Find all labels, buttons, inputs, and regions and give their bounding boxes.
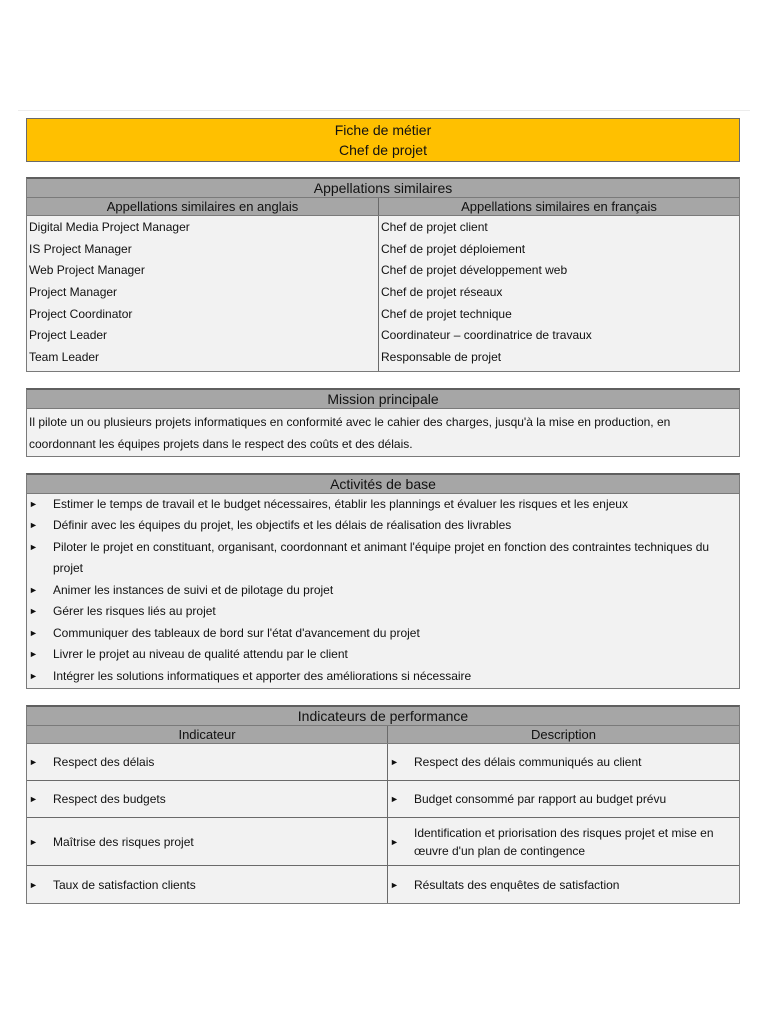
bullet-arrow-icon: ►: [390, 879, 399, 890]
appellations-section: [26, 177, 740, 372]
english-title: Web Project Manager: [29, 263, 145, 278]
bullet-arrow-icon: ►: [29, 627, 38, 638]
table-row: [27, 780, 739, 817]
top-divider: [18, 110, 750, 111]
list-item: ► Estimer le temps de travail et le budget nécessaires, établir les plannings et évaluer les risques et les enjeux: [29, 494, 737, 516]
french-titles-list: [379, 216, 739, 371]
english-titles-list: [27, 216, 379, 371]
bullet-arrow-icon: ►: [390, 794, 399, 805]
appellations-body: [27, 216, 739, 371]
kpi-table: [27, 744, 739, 903]
description-cell: ► Identification et priorisation des risques projet et mise en œuvre d'un plan de contingence: [390, 825, 714, 858]
french-title: Chef de projet développement web: [381, 263, 568, 278]
activities-section: [26, 473, 740, 690]
bullet-arrow-icon: ►: [390, 757, 399, 768]
english-title: IS Project Manager: [29, 241, 132, 256]
description-cell: ► Respect des délais communiqués au client: [390, 755, 642, 770]
kpi-title: Indicateurs de performance: [27, 707, 739, 726]
bullet-arrow-icon: ►: [29, 670, 38, 681]
bullet-arrow-icon: ►: [29, 606, 38, 617]
list-item: ► Définir avec les équipes du projet, les objectifs et les délais de réalisation des livrables: [29, 515, 737, 537]
bullet-arrow-icon: ►: [29, 498, 38, 509]
mission-title: Mission principale: [27, 390, 739, 409]
indicator-cell: ► Respect des budgets: [27, 781, 388, 817]
english-column-header: Appellations similaires en anglais: [27, 198, 379, 215]
french-column-header: Appellations similaires en français: [461, 199, 657, 214]
kpi-subheader: [27, 726, 739, 744]
bullet-arrow-icon: ►: [29, 794, 38, 805]
description-cell: ► Résultats des enquêtes de satisfaction: [390, 877, 620, 892]
bullet-arrow-icon: ►: [29, 649, 38, 660]
french-title: Chef de projet réseaux: [381, 285, 503, 300]
title-line-1: Fiche de métier: [334, 122, 432, 138]
indicator-cell: ► Taux de satisfaction clients: [27, 866, 388, 903]
job-sheet: [26, 118, 740, 904]
bullet-arrow-icon: ►: [29, 584, 38, 595]
english-title: Digital Media Project Manager: [29, 220, 190, 234]
english-title: Project Manager: [29, 285, 118, 300]
mission-text: Il pilote un ou plusieurs projets informatiques en conformité avec le cahier des charges, jusqu'à la mise en production, en coordonnant les équipes projets dans le respect des coûts et des délais.: [27, 409, 739, 456]
bullet-arrow-icon: ►: [29, 879, 38, 890]
french-title: Chef de projet technique: [381, 306, 512, 321]
list-item: ► Gérer les risques liés au projet: [29, 601, 737, 623]
title-line-2: Chef de projet: [339, 142, 427, 158]
bullet-arrow-icon: ►: [29, 541, 38, 552]
table-row: [27, 865, 739, 903]
english-title: Project Coordinator: [29, 306, 133, 321]
english-title: Project Leader: [29, 328, 108, 343]
french-title: Chef de projet déploiement: [381, 241, 526, 256]
bullet-arrow-icon: ►: [29, 836, 38, 847]
list-item: ► Animer les instances de suivi et de pilotage du projet: [29, 580, 737, 602]
list-item: ► Piloter le projet en constituant, organisant, coordonnant et animant l'équipe projet en fonction des contraintes techniques du projet: [29, 537, 737, 580]
description-cell: ► Budget consommé par rapport au budget prévu: [390, 792, 667, 807]
activities-list: [27, 494, 739, 689]
kpi-section: [26, 705, 740, 904]
mission-section: [26, 388, 740, 457]
title-banner: [26, 118, 740, 162]
indicator-cell: ► Maîtrise des risques projet: [27, 818, 388, 865]
bullet-arrow-icon: ►: [390, 836, 399, 847]
description-column-header: Description: [530, 727, 597, 743]
french-title: Coordinateur – coordinatrice de travaux: [381, 328, 592, 343]
appellations-title: Appellations similaires: [27, 179, 739, 198]
french-title: Responsable de projet: [381, 350, 502, 365]
bullet-arrow-icon: ►: [29, 520, 38, 531]
list-item: ► Intégrer les solutions informatiques et apporter des améliorations si nécessaire: [29, 666, 737, 688]
indicator-cell: ► Respect des délais: [27, 744, 388, 780]
list-item: ► Communiquer des tableaux de bord sur l'état d'avancement du projet: [29, 623, 737, 645]
bullet-arrow-icon: ►: [29, 757, 38, 768]
indicator-column-header: Indicateur: [27, 726, 388, 743]
table-row: [27, 817, 739, 865]
activities-title: Activités de base: [27, 475, 739, 494]
french-title: Chef de projet client: [381, 220, 488, 234]
english-title: Team Leader: [29, 350, 100, 365]
appellations-subheader: [27, 198, 739, 216]
list-item: ► Livrer le projet au niveau de qualité attendu par le client: [29, 644, 737, 666]
table-row: [27, 744, 739, 780]
